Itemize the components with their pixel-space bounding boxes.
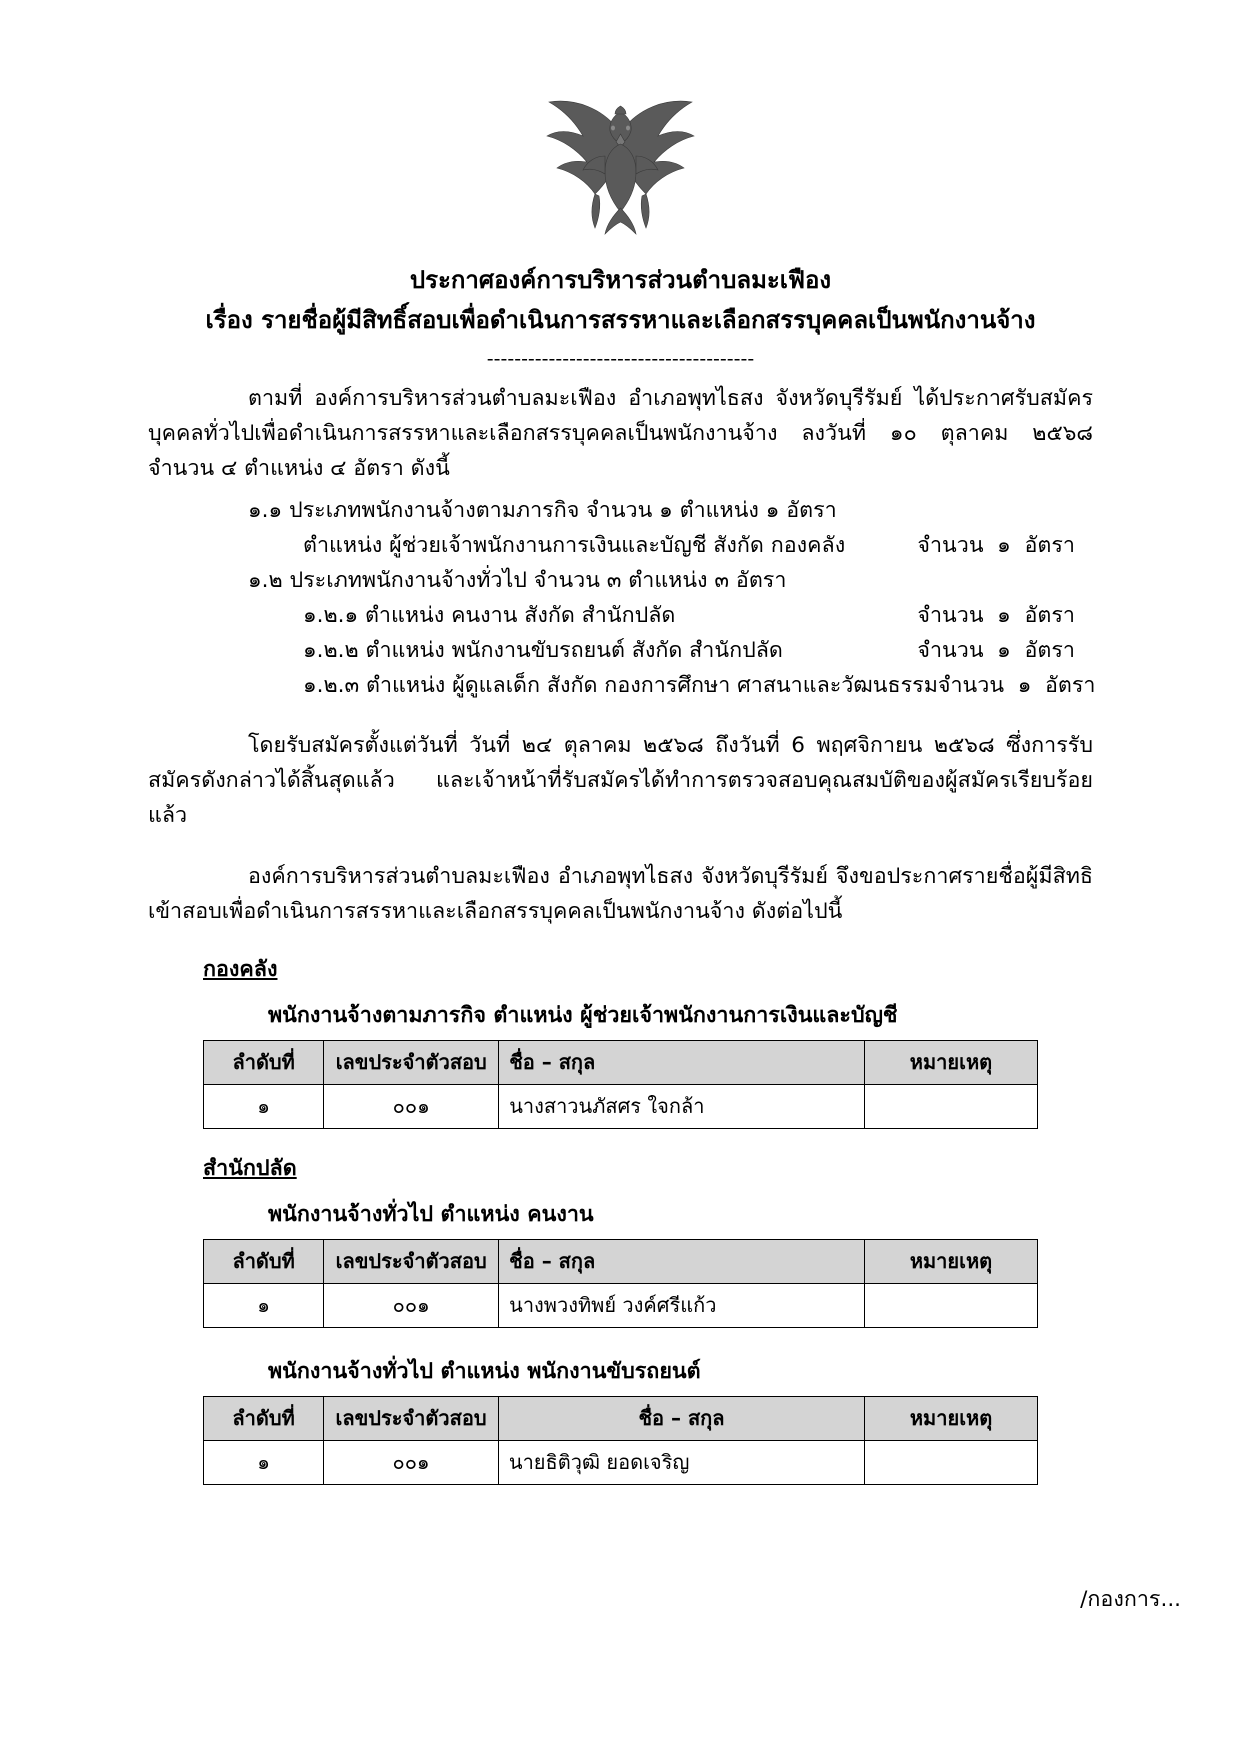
table-header-row bbox=[204, 1239, 1038, 1283]
announcement-title: ประกาศองค์การบริหารส่วนตำบลมะเฟือง bbox=[409, 266, 832, 294]
paragraph-2: โดยรับสมัครตั้งแต่วันที่ วันที่ ๒๔ ตุลาคม ๒๕๖๘ ถึงวันที่ 6 พฤศจิกายน ๒๕๖๘ ซึ่งการรับสมัครดังกล่าวได้สิ้นสุดแล้ว และเจ้าหน้าที่รับสมัครได้ทำการตรวจสอบคุณสมบัติของผู้สมัครเรียบร้อยแล้ว bbox=[148, 733, 1093, 829]
announcement-subject: เรื่อง รายชื่อผู้มีสิทธิ์สอบเพื่อดำเนินการสรรหาและเลือกสรรบุคคลเป็นพนักงานจ้าง bbox=[205, 306, 1036, 334]
candidate-table-2 bbox=[203, 1239, 1038, 1328]
position-heading-2: พนักงานจ้างทั่วไป ตำแหน่ง คนงาน bbox=[268, 1201, 594, 1227]
header-name: ชื่อ – สกุล bbox=[499, 1040, 865, 1084]
header-code: เลขประจำตัวสอบ bbox=[324, 1239, 499, 1283]
header-note: หมายเหตุ bbox=[864, 1239, 1037, 1283]
cell-no: ๑ bbox=[204, 1440, 324, 1484]
item-1-2-3-position: ๑.๒.๓ ตำแหน่ง ผู้ดูแลเด็ก สังกัด กองการศึกษา ศาสนาและวัฒนธรรม bbox=[303, 672, 938, 698]
cell-name: นายธิติวุฒิ ยอดเจริญ bbox=[498, 1440, 864, 1484]
cell-name: นางสาวนภัสศร ใจกล้า bbox=[499, 1084, 865, 1128]
divider: --------------------------------------- bbox=[486, 348, 755, 370]
table-row bbox=[204, 1084, 1038, 1128]
header-no: ลำดับที่ bbox=[204, 1040, 324, 1084]
position-heading-3: พนักงานจ้างทั่วไป ตำแหน่ง พนักงานขับรถยนต์ bbox=[268, 1358, 701, 1384]
paragraph-3: องค์การบริหารส่วนตำบลมะเฟือง อำเภอพุทไธสง จังหวัดบุรีรัมย์ จึงขอประกาศรายชื่อผู้มีสิทธิเข้าสอบเพื่อดำเนินการสรรหาและเลือกสรรบุคคลเป็นพนักงานจ้าง ดังต่อไปนี้ bbox=[148, 863, 1093, 924]
header-no: ลำดับที่ bbox=[204, 1239, 324, 1283]
table-row bbox=[204, 1283, 1038, 1327]
candidate-table-3 bbox=[203, 1396, 1038, 1485]
document-content bbox=[148, 0, 1096, 1485]
item-1-2-1-amount: จำนวน ๑ อัตรา bbox=[917, 602, 1075, 628]
header-note: หมายเหตุ bbox=[864, 1040, 1037, 1084]
page-continuation-note: /กองการ... bbox=[1080, 1587, 1181, 1612]
garuda-emblem bbox=[533, 90, 708, 240]
header-note: หมายเหตุ bbox=[865, 1396, 1038, 1440]
division-heading-2: สำนักปลัด bbox=[203, 1155, 297, 1181]
header-name: ชื่อ – สกุล bbox=[498, 1396, 864, 1440]
item-1-2: ๑.๒ ประเภทพนักงานจ้างทั่วไป จำนวน ๓ ตำแหน่ง ๓ อัตรา bbox=[248, 568, 787, 594]
header-code: เลขประจำตัวสอบ bbox=[324, 1396, 499, 1440]
header-code: เลขประจำตัวสอบ bbox=[324, 1040, 499, 1084]
cell-no: ๑ bbox=[204, 1283, 324, 1327]
item-1-2-1-position: ๑.๒.๑ ตำแหน่ง คนงาน สังกัด สำนักปลัด bbox=[303, 602, 676, 628]
cell-no: ๑ bbox=[204, 1084, 324, 1128]
item-1-1-position: ตำแหน่ง ผู้ช่วยเจ้าพนักงานการเงินและบัญชี สังกัด กองคลัง bbox=[303, 533, 846, 559]
candidate-table-1 bbox=[203, 1040, 1038, 1129]
item-1-1-amount: จำนวน ๑ อัตรา bbox=[917, 533, 1075, 559]
cell-note bbox=[864, 1084, 1037, 1128]
position-heading-1: พนักงานจ้างตามภารกิจ ตำแหน่ง ผู้ช่วยเจ้าพนักงานการเงินและบัญชี bbox=[268, 1002, 898, 1028]
cell-code: ๐๐๑ bbox=[324, 1283, 499, 1327]
header-name: ชื่อ – สกุล bbox=[499, 1239, 865, 1283]
item-1-2-2-amount: จำนวน ๑ อัตรา bbox=[917, 637, 1075, 663]
item-1-2-3-row bbox=[148, 669, 1096, 704]
item-1-2-2-position: ๑.๒.๒ ตำแหน่ง พนักงานขับรถยนต์ สังกัด สำนักปลัด bbox=[303, 637, 783, 663]
emblem-container bbox=[148, 0, 1093, 244]
item-1-1-position-row bbox=[148, 529, 1093, 564]
cell-note bbox=[865, 1440, 1038, 1484]
cell-note bbox=[864, 1283, 1037, 1327]
item-1-2-2-row bbox=[148, 634, 1093, 669]
cell-name: นางพวงทิพย์ วงค์ศรีแก้ว bbox=[499, 1283, 865, 1327]
division-heading-1: กองคลัง bbox=[203, 956, 278, 982]
item-1-2-1-row bbox=[148, 599, 1093, 634]
table-header-row bbox=[204, 1396, 1038, 1440]
item-1-2-3-amount: จำนวน ๑ อัตรา bbox=[937, 672, 1096, 698]
table-header-row bbox=[204, 1040, 1038, 1084]
cell-code: ๐๐๑ bbox=[324, 1440, 499, 1484]
item-1-1: ๑.๑ ประเภทพนักงานจ้างตามภารกิจ จำนวน ๑ ตำแหน่ง ๑ อัตรา bbox=[248, 498, 837, 524]
header-no: ลำดับที่ bbox=[204, 1396, 324, 1440]
cell-code: ๐๐๑ bbox=[324, 1084, 499, 1128]
table-row bbox=[204, 1440, 1038, 1484]
paragraph-1: ตามที่ องค์การบริหารส่วนตำบลมะเฟือง อำเภอพุทไธสง จังหวัดบุรีรัมย์ ได้ประกาศรับสมัครบุคคลทั่วไปเพื่อดำเนินการสรรหาและเลือกสรรบุคคลเป็นพนักงานจ้าง ลงวันที่ ๑๐ ตุลาคม ๒๕๖๘ จำนวน ๔ ตำแหน่ง ๔ อัตรา ดังนี้ bbox=[148, 386, 1093, 481]
